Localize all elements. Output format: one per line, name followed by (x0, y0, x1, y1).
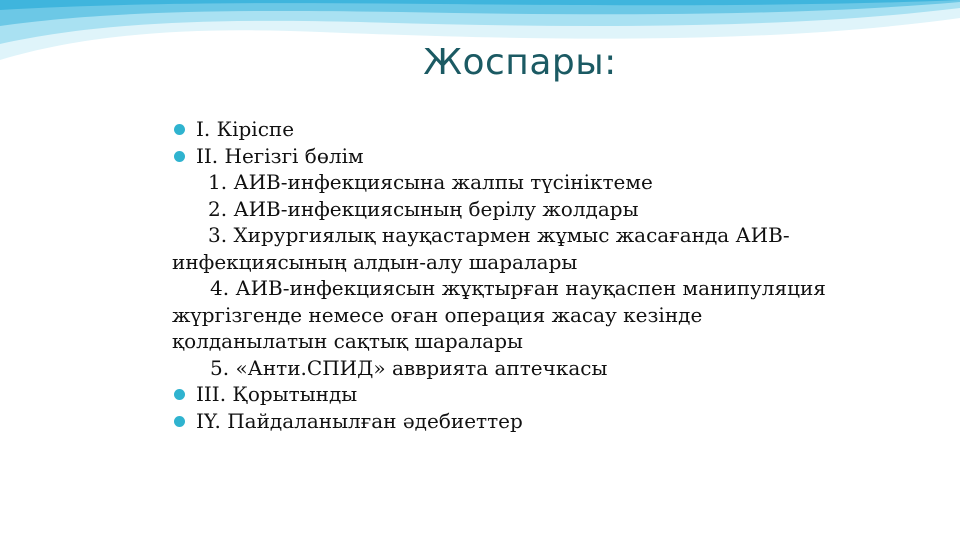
sub-item-5: 5. «Анти.СПИД» авврията аптечкасы (210, 355, 608, 380)
slide-title: Жоспары: (423, 42, 617, 83)
sub-item-2: 2. АИВ-инфекциясының берілу жолдары (208, 196, 639, 221)
sub-item-1: 1. АИВ-инфекциясына жалпы түсініктеме (208, 170, 653, 194)
list-item-conclusion: III. Қорытынды (172, 381, 862, 408)
list-item-intro: I. Кіріспе (172, 116, 862, 143)
list-item-main-part: II. Негізгі бөлім (172, 143, 862, 170)
sub-item-4: 4. АИВ-инфекциясын жұқтырған науқаспен манипуляция жүргізгенде немесе оған операция жасау кезінде қолданылатын сақтық шаралары (172, 276, 826, 353)
sub-item-3: 3. Хирургиялық науқастармен жұмыс жасағанда АИВ-инфекциясының алдын-алу шаралары (172, 223, 790, 274)
slide-content (172, 116, 862, 434)
list-item-references: IY. Пайдаланылған әдебиеттер (172, 408, 862, 435)
